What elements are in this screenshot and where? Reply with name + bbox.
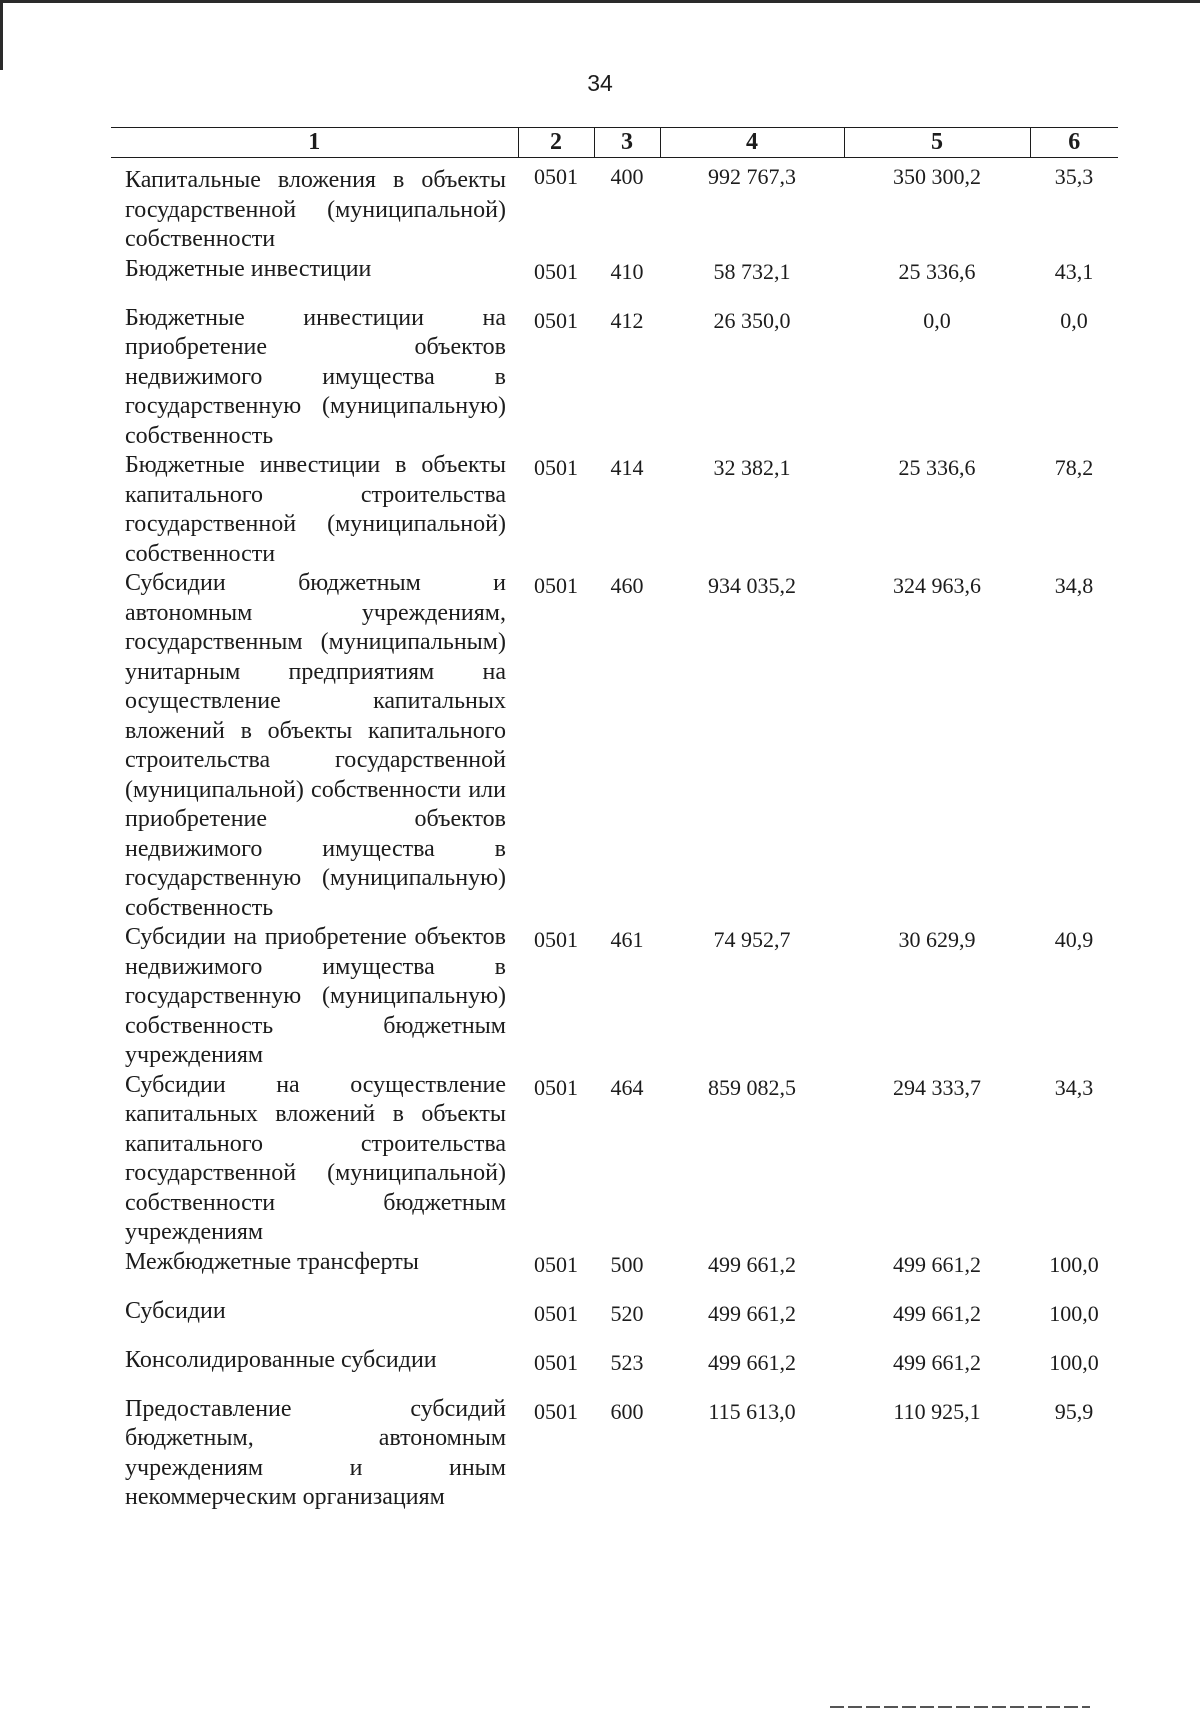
table-row xyxy=(111,451,1118,569)
value-col-4: 26 350,0 xyxy=(713,307,791,333)
value-col-4: 74 952,7 xyxy=(713,927,791,952)
value-col-4: 499 661,2 xyxy=(708,1349,796,1375)
value-col-5: 25 336,6 xyxy=(898,455,976,480)
section-code: 0501 xyxy=(534,307,578,333)
expense-type-code: 464 xyxy=(610,1074,644,1100)
section-code: 0501 xyxy=(534,164,578,189)
table-row xyxy=(111,1071,1118,1248)
percent-col-6: 100,0 xyxy=(1049,1251,1099,1277)
table-row xyxy=(111,569,1118,923)
value-col-5: 324 963,6 xyxy=(893,573,981,598)
row-name: Бюджетные инвестиции xyxy=(125,255,372,282)
row-name: Предоставление субсидий бюджетным, автономным учреждениям и иным некоммерческим организациям xyxy=(125,1395,506,1510)
expense-type-code: 460 xyxy=(610,573,644,598)
expense-type-code: 500 xyxy=(610,1251,644,1277)
table-row xyxy=(111,1248,1118,1297)
percent-col-6: 40,9 xyxy=(1054,927,1094,952)
expense-type-code: 600 xyxy=(610,1398,644,1424)
percent-col-6: 43,1 xyxy=(1054,258,1094,284)
value-col-4: 499 661,2 xyxy=(708,1251,796,1277)
expense-type-code: 412 xyxy=(610,307,644,333)
section-code: 0501 xyxy=(534,573,578,598)
value-col-5: 0,0 xyxy=(923,307,951,333)
row-name: Субсидии бюджетным и автономным учреждениям, государственным (муниципальным) унитарным предприятиям на осуществление капитальных вложений в объекты капитального строительства государственной (муниципальной) собственности или приобретение объектов недвижимого имущества в государственную (муниципальную) собственность xyxy=(125,570,506,921)
value-col-5: 350 300,2 xyxy=(893,164,981,189)
expense-type-code: 400 xyxy=(610,164,644,189)
value-col-4: 859 082,5 xyxy=(708,1074,796,1100)
table-row xyxy=(111,1395,1118,1513)
percent-col-6: 0,0 xyxy=(1060,307,1088,333)
section-code: 0501 xyxy=(534,1349,578,1375)
section-code: 0501 xyxy=(534,1074,578,1100)
value-col-4: 992 767,3 xyxy=(708,164,796,189)
percent-col-6: 100,0 xyxy=(1049,1349,1099,1375)
section-code: 0501 xyxy=(534,1398,578,1424)
header-row xyxy=(111,128,1118,158)
value-col-4: 934 035,2 xyxy=(708,573,796,598)
column-header-1: 1 xyxy=(111,128,518,158)
table-row xyxy=(111,923,1118,1071)
value-col-5: 30 629,9 xyxy=(898,927,976,952)
percent-col-6: 95,9 xyxy=(1054,1398,1094,1424)
column-header-3: 3 xyxy=(594,128,660,158)
percent-col-6: 34,8 xyxy=(1054,573,1094,598)
row-name: Субсидии xyxy=(125,1297,226,1324)
budget-table xyxy=(111,127,1118,1513)
value-col-4: 32 382,1 xyxy=(713,455,791,480)
row-name: Бюджетные инвестиции в объекты капитального строительства государственной (муниципальной) собственности xyxy=(125,452,506,567)
value-col-5: 110 925,1 xyxy=(893,1398,981,1424)
value-col-5: 499 661,2 xyxy=(893,1251,981,1277)
table-row xyxy=(111,304,1118,452)
scan-edge-bottom xyxy=(830,1706,1090,1708)
percent-col-6: 100,0 xyxy=(1049,1300,1099,1326)
expense-type-code: 414 xyxy=(610,455,644,480)
table-row xyxy=(111,255,1118,304)
expense-type-code: 523 xyxy=(610,1349,644,1375)
value-col-4: 58 732,1 xyxy=(713,258,791,284)
column-header-2: 2 xyxy=(518,128,594,158)
row-name: Субсидии на приобретение объектов недвижимого имущества в государственную (муниципальную) собственность бюджетным учреждениям xyxy=(125,924,506,1068)
value-col-5: 499 661,2 xyxy=(893,1300,981,1326)
section-code: 0501 xyxy=(534,1300,578,1326)
page-number: 34 xyxy=(587,70,613,96)
percent-col-6: 78,2 xyxy=(1054,455,1094,480)
table-row xyxy=(111,158,1118,255)
percent-col-6: 34,3 xyxy=(1054,1074,1094,1100)
row-name: Капитальные вложения в объекты государственной (муниципальной) собственности xyxy=(125,167,506,252)
section-code: 0501 xyxy=(534,927,578,952)
percent-col-6: 35,3 xyxy=(1054,164,1094,189)
value-col-5: 25 336,6 xyxy=(898,258,976,284)
column-header-5: 5 xyxy=(844,128,1030,158)
scan-edge-top xyxy=(0,0,1200,3)
expense-type-code: 520 xyxy=(610,1300,644,1326)
section-code: 0501 xyxy=(534,455,578,480)
table-row xyxy=(111,1346,1118,1395)
row-name: Межбюджетные трансферты xyxy=(125,1248,419,1275)
value-col-5: 294 333,7 xyxy=(893,1074,981,1100)
scan-edge-left xyxy=(0,0,3,70)
column-header-4: 4 xyxy=(660,128,844,158)
row-name: Консолидированные субсидии xyxy=(125,1346,437,1373)
row-name: Бюджетные инвестиции на приобретение объектов недвижимого имущества в государственную (муниципальную) собственность xyxy=(125,304,506,449)
column-header-6: 6 xyxy=(1030,128,1118,158)
section-code: 0501 xyxy=(534,258,578,284)
value-col-5: 499 661,2 xyxy=(893,1349,981,1375)
expense-type-code: 461 xyxy=(610,927,644,952)
section-code: 0501 xyxy=(534,1251,578,1277)
expense-type-code: 410 xyxy=(610,258,644,284)
table-row xyxy=(111,1297,1118,1346)
value-col-4: 499 661,2 xyxy=(708,1300,796,1326)
value-col-4: 115 613,0 xyxy=(708,1398,796,1424)
row-name: Субсидии на осуществление капитальных вложений в объекты капитального строительства государственной (муниципальной) собственности бюджетным учреждениям xyxy=(125,1071,506,1245)
